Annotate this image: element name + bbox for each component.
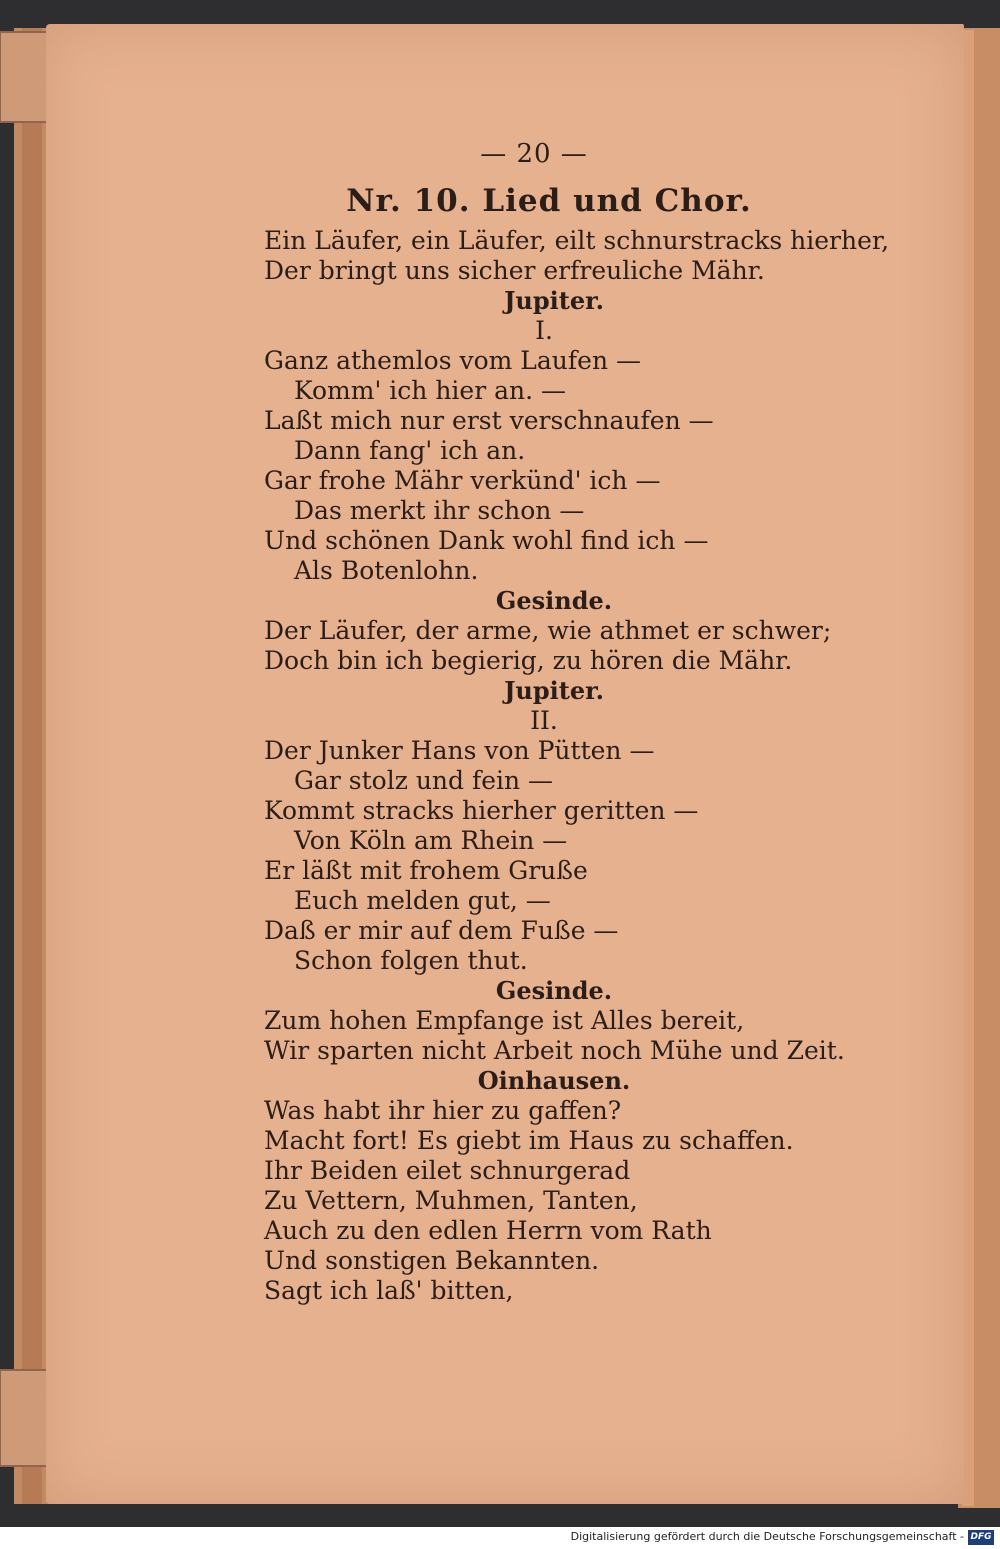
verse-line: Und sonstigen Bekannten. bbox=[264, 1246, 600, 1275]
dfg-logo: DFG bbox=[968, 1530, 994, 1545]
verse-line: Und schönen Dank wohl find ich — bbox=[264, 526, 709, 555]
page-text bbox=[264, 132, 890, 1306]
footer-bar bbox=[0, 1527, 1000, 1549]
stanza-number: II. bbox=[530, 706, 558, 735]
verse-line: Zu Vettern, Muhmen, Tanten, bbox=[264, 1186, 638, 1215]
page-number: — 20 — bbox=[480, 139, 588, 169]
speaker-name: Jupiter. bbox=[504, 676, 604, 705]
speaker-name: Oinhausen. bbox=[477, 1066, 631, 1095]
speaker-name: Gesinde. bbox=[495, 976, 613, 1005]
verse-line: Von Köln am Rhein — bbox=[294, 826, 568, 855]
verse-line: Macht fort! Es giebt im Haus zu schaffen. bbox=[264, 1126, 794, 1155]
verse-lines bbox=[264, 226, 890, 1306]
verse-line: Gar stolz und fein — bbox=[294, 766, 554, 795]
verse-line: Der Läufer, der arme, wie athmet er schwer; bbox=[264, 616, 832, 645]
verse-line: Laßt mich nur erst verschnaufen — bbox=[264, 406, 714, 435]
verse-line: Gar frohe Mähr verkünd' ich — bbox=[264, 466, 661, 495]
verse-line: Sagt ich laß' bitten, bbox=[264, 1276, 514, 1305]
verse-line: Euch melden gut, — bbox=[294, 886, 551, 915]
verse-line: Als Botenlohn. bbox=[294, 556, 479, 585]
verse-line: Wir sparten nicht Arbeit noch Mühe und Zeit. bbox=[264, 1036, 845, 1065]
speaker-name: Jupiter. bbox=[504, 286, 604, 315]
verse-line: Dann fang' ich an. bbox=[294, 436, 526, 465]
verse-line: Was habt ihr hier zu gaffen? bbox=[264, 1096, 622, 1125]
verse-line: Der Junker Hans von Pütten — bbox=[264, 736, 655, 765]
verse-line: Kommt stracks hierher geritten — bbox=[264, 796, 699, 825]
speaker-name: Gesinde. bbox=[495, 586, 613, 615]
verse-line: Komm' ich hier an. — bbox=[294, 376, 567, 405]
verse-line: Ganz athemlos vom Laufen — bbox=[264, 346, 642, 375]
verse-line: Zum hohen Empfange ist Alles bereit, bbox=[264, 1006, 745, 1035]
section-heading: Nr. 10. Lied und Chor. bbox=[346, 183, 752, 219]
verse-line: Daß er mir auf dem Fuße — bbox=[264, 916, 619, 945]
verse-line: Auch zu den edlen Herrn vom Rath bbox=[264, 1216, 712, 1245]
verse-line: Ihr Beiden eilet schnurgerad bbox=[264, 1156, 631, 1185]
verse-line: Der bringt uns sicher erfreuliche Mähr. bbox=[264, 256, 765, 285]
verse-line: Er läßt mit frohem Gruße bbox=[264, 856, 588, 885]
verse-line: Ein Läufer, ein Läufer, eilt schnurstracks hierher, bbox=[264, 226, 890, 255]
verse-line: Das merkt ihr schon — bbox=[294, 496, 585, 525]
verse-line: Schon folgen thut. bbox=[294, 946, 528, 975]
funding-notice: Digitalisierung gefördert durch die Deutsche Forschungsgemeinschaft - bbox=[570, 1530, 964, 1543]
verse-line: Doch bin ich begierig, zu hören die Mähr. bbox=[264, 646, 793, 675]
stanza-number: I. bbox=[535, 316, 553, 345]
